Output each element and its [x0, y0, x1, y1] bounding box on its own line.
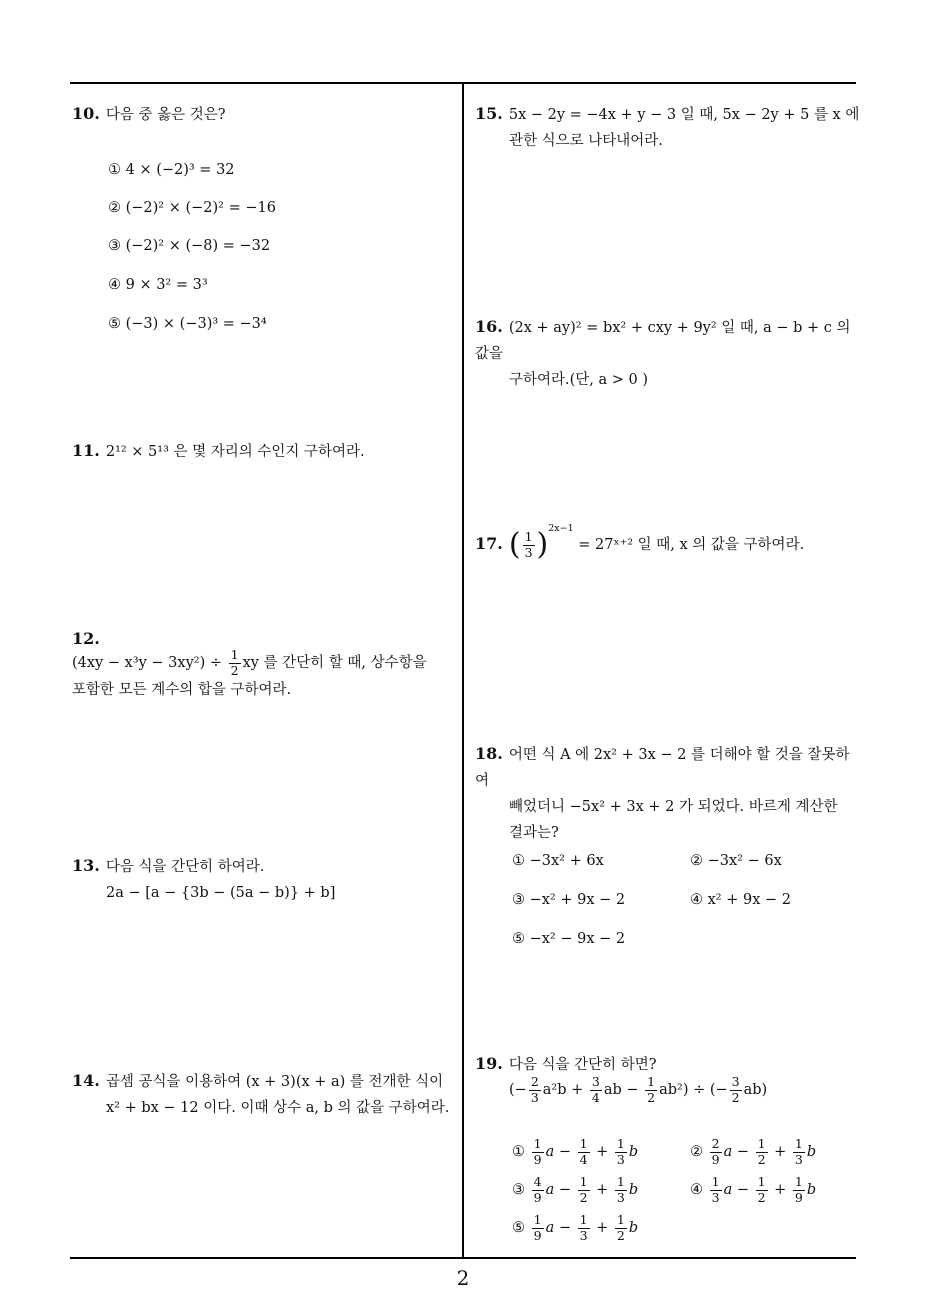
q19-choice-2[interactable]: ② $\frac{2}{9}$ a − $\frac{1}{2}$ + $\frac{1}{3}$ b [690, 1136, 817, 1167]
question-number: 13. [72, 856, 100, 875]
question-number: 16. [475, 317, 503, 336]
q18-choice-4[interactable]: ④ x² + 9x − 2 [690, 892, 791, 908]
q19-choice-3[interactable]: ③ $\frac{4}{9}$ a − $\frac{1}{2}$ + $\frac{1}{3}$ b [512, 1174, 639, 1205]
fraction-one-half: $\frac{1}{2}$ [230, 647, 239, 678]
question-number: 15. [475, 104, 503, 123]
fraction: $\frac{3}{2}$ [731, 1074, 740, 1105]
question-text-line3: 결과는? [509, 825, 559, 841]
expression: 2a − [a − {3b − (5a − b)} + b] [106, 885, 336, 901]
q10-choice-5[interactable]: ⑤ (−3) × (−3)³ = −3⁴ [108, 316, 267, 332]
q19-choice-1[interactable]: ① $\frac{1}{9}$ a − $\frac{1}{4}$ + $\frac{1}{3}$ b [512, 1136, 639, 1167]
question-10 [72, 101, 226, 128]
page-number: 2 [456, 1266, 470, 1290]
q18-choice-2[interactable]: ② −3x² − 6x [690, 853, 782, 869]
question-text: 다음 중 옳은 것은? [105, 107, 226, 123]
q18-choice-5[interactable]: ⑤ −x² − 9x − 2 [512, 931, 626, 947]
question-13 [72, 853, 335, 906]
fraction: $\frac{3}{4}$ [591, 1074, 600, 1105]
question-number: 18. [475, 744, 503, 763]
q10-choice-2[interactable]: ② (−2)² × (−2)² = −16 [108, 200, 276, 216]
fraction-one-third: $\frac{1}{3}$ [524, 529, 533, 560]
question-text-line2: 관한 식으로 나타내어라. [509, 133, 663, 149]
q18-choice-3[interactable]: ③ −x² + 9x − 2 [512, 892, 626, 908]
question-number: 17. [475, 534, 503, 553]
exponent: 2x−1 [548, 523, 574, 535]
question-text-line1: 어떤 식 A 에 2x² + 3x − 2 를 더해야 할 것을 잘못하여 [475, 747, 850, 789]
question-text: 다음 식을 간단히 하여라. [105, 859, 265, 875]
question-18 [475, 741, 860, 846]
right-paren: ) [536, 527, 549, 562]
question-text-line2: 빼었더니 −5x² + 3x + 2 가 되었다. 바르게 계산한 [509, 799, 838, 815]
question-12 [72, 626, 457, 703]
question-17 [475, 523, 860, 562]
fraction: $\frac{2}{3}$ [530, 1074, 539, 1105]
question-16 [475, 314, 860, 393]
column-divider [462, 82, 464, 1258]
expression-right: xy 를 간단히 할 때, 상수항을 [242, 655, 427, 671]
question-text: 2¹² × 5¹³ 은 몇 자리의 수인지 구하여라. [105, 444, 365, 460]
question-text: = 27ˣ⁺² 일 때, x 의 값을 구하여라. [578, 537, 805, 553]
question-text: 다음 식을 간단히 하면? [508, 1057, 657, 1073]
left-paren: ( [508, 527, 521, 562]
question-15 [475, 101, 860, 154]
q19-choice-5[interactable]: ⑤ $\frac{1}{9}$ a − $\frac{1}{3}$ + $\frac{1}{2}$ b [512, 1212, 639, 1243]
q18-choice-1[interactable]: ① −3x² + 6x [512, 853, 604, 869]
q10-choice-3[interactable]: ③ (−2)² × (−8) = −32 [108, 238, 271, 254]
q10-choice-4[interactable]: ④ 9 × 3² = 3³ [108, 277, 208, 293]
question-number: 11. [72, 441, 100, 460]
fraction: $\frac{1}{2}$ [647, 1074, 656, 1105]
question-14 [72, 1068, 460, 1121]
question-number: 10. [72, 104, 100, 123]
question-19 [475, 1051, 860, 1104]
q19-choice-4[interactable]: ④ $\frac{1}{3}$ a − $\frac{1}{2}$ + $\frac{1}{9}$ b [690, 1174, 817, 1205]
question-number: 14. [72, 1071, 100, 1090]
question-11 [72, 438, 365, 465]
question-number: 12. [72, 629, 100, 648]
q10-choice-1[interactable]: ① 4 × (−2)³ = 32 [108, 162, 235, 178]
expression: (− $\frac{2}{3}$ a²b + $\frac{3}{4}$ ab − $\frac{1}{2}$ ab²) ÷ (− $\frac{3}{2}$ ab) [509, 1074, 768, 1105]
question-text-line2: x² + bx − 12 이다. 이때 상수 a, b 의 값을 구하여라. [106, 1100, 450, 1116]
question-number: 19. [475, 1054, 503, 1073]
expression-left: (4xy − x³y − 3xy²) ÷ [72, 655, 222, 671]
question-text-line1: 5x − 2y = −4x + y − 3 일 때, 5x − 2y + 5 를 x 에 [508, 107, 860, 123]
question-text-line2: 구하여라.(단, a > 0 ) [509, 372, 649, 388]
question-text-line1: (2x + ay)² = bx² + cxy + 9y² 일 때, a − b + c 의 값을 [475, 320, 851, 362]
question-text-line2: 포함한 모든 계수의 합을 구하여라. [72, 682, 292, 698]
question-text-line1: 곱셈 공식을 이용하여 (x + 3)(x + a) 를 전개한 식이 [105, 1074, 444, 1090]
